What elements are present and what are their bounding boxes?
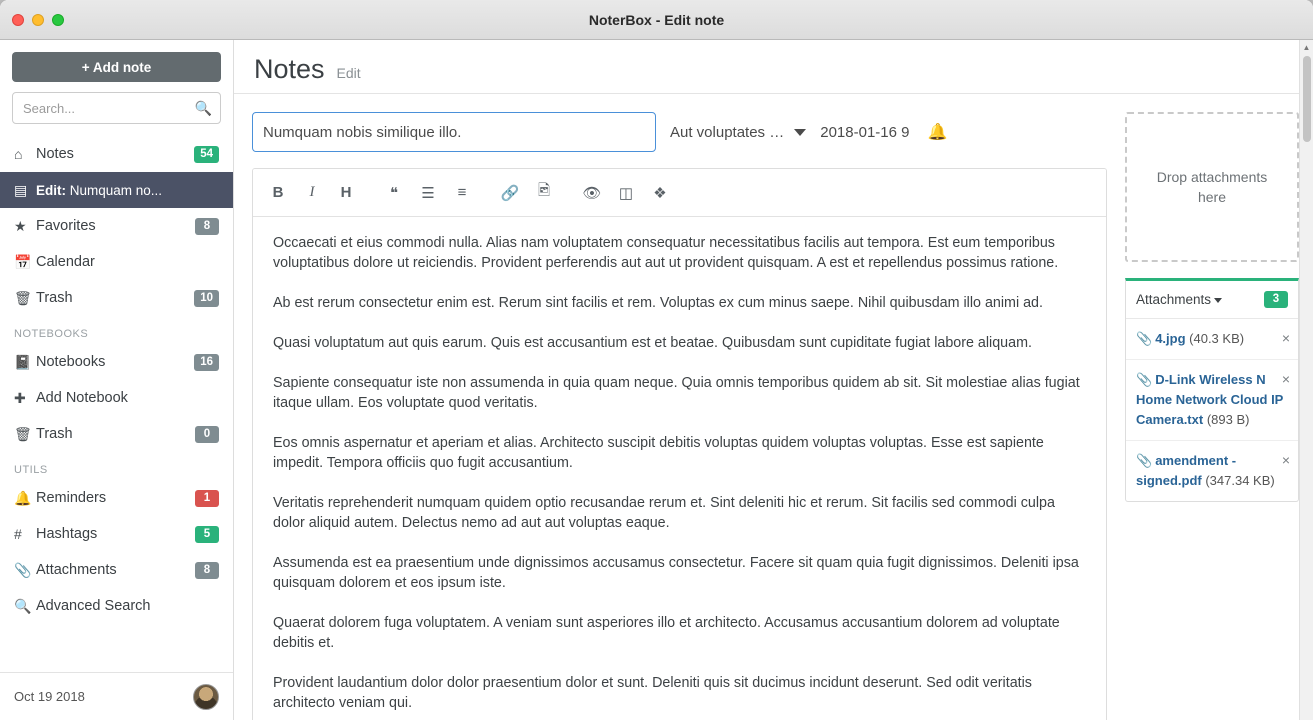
scrollbar-thumb[interactable] xyxy=(1303,56,1311,142)
note-paragraph: Veritatis reprehenderit numquam quidem optio recusandae rerum et. Sint deleniti hic et rerum. Sit facilis sed commodi culpa dolor aliquid autem. Delectus nemo ad aut aut voluptas eaque. xyxy=(273,495,1055,531)
notebook-trash-count-badge: 0 xyxy=(195,426,219,443)
note-paragraph: Sapiente consequatur iste non assumenda in quia quam neque. Quia omnis temporibus quidem ab sit. Sit molestiae alias fugiat itaque ullam. Eos voluptate quod veritatis. xyxy=(273,375,1080,411)
attachment-size: (893 B) xyxy=(1206,412,1250,427)
sidebar-item-label: Add Notebook xyxy=(36,390,128,406)
section-label-utils: UTILS xyxy=(14,464,48,476)
attachments-panel-header xyxy=(1126,281,1298,319)
numbered-list-button[interactable]: ≡ xyxy=(457,184,467,201)
bell-icon: 🔔 xyxy=(14,489,32,506)
bullet-list-button[interactable]: ☰ xyxy=(421,184,435,202)
search-input[interactable] xyxy=(12,92,221,124)
sidebar-item-edit-note[interactable] xyxy=(0,172,233,208)
notebook-select-value: Aut voluptates … xyxy=(670,123,785,141)
trash-icon: 🗑 xyxy=(14,425,32,442)
sidebar-item-label: Attachments xyxy=(36,562,117,578)
sidebar-item-advanced-search[interactable] xyxy=(0,588,233,624)
sidebar-nav xyxy=(0,136,233,672)
chevron-down-icon xyxy=(794,129,806,136)
paperclip-icon: 📎 xyxy=(1136,331,1153,346)
sidebar-item-notebooks[interactable] xyxy=(0,344,233,380)
attachment-item xyxy=(1126,360,1298,441)
note-paragraph: Eos omnis aspernatur et aperiam et alias. Architecto suscipit debitis voluptas quidem voluptas voluptas. Esse est sapiente impedit. Tempora officiis quo fugit accusantium. xyxy=(273,435,1044,471)
attachment-link[interactable]: amendment - signed.pdf xyxy=(1136,453,1237,488)
sidebar-item-label: Calendar xyxy=(36,254,95,270)
sidebar-item-label: Trash xyxy=(36,426,73,442)
sidebar-footer xyxy=(0,672,233,720)
preview-button[interactable]: 👁 xyxy=(582,184,602,202)
trash-count-badge: 10 xyxy=(194,290,219,307)
search-icon: 🔍 xyxy=(194,100,212,116)
favorites-count-badge: 8 xyxy=(195,218,219,235)
quote-button[interactable]: ❝ xyxy=(389,184,399,202)
note-paragraph: Quasi voluptatum aut quis earum. Quis est accusantium est et beatae. Quibusdam sunt cupiditate fugiat labore aliquam. xyxy=(273,335,1032,351)
sidebar-item-attachments[interactable] xyxy=(0,552,233,588)
hashtag-icon: # xyxy=(14,526,22,542)
image-button[interactable]: 🖻 xyxy=(537,182,551,199)
reminders-count-badge: 1 xyxy=(195,490,219,507)
search-container xyxy=(12,92,221,124)
editor-toolbar xyxy=(253,169,1106,217)
split-view-button[interactable]: ◫ xyxy=(618,184,634,202)
note-date: 2018-01-16 9 xyxy=(820,123,910,141)
sidebar-item-calendar[interactable] xyxy=(0,244,233,280)
reminder-bell-icon[interactable]: 🔔 xyxy=(927,124,948,141)
sidebar-item-add-notebook[interactable] xyxy=(0,380,233,416)
app-body xyxy=(0,40,1313,720)
editor-column xyxy=(234,94,1125,720)
star-icon: ★ xyxy=(14,217,27,234)
paperclip-icon: 📎 xyxy=(14,561,32,578)
remove-attachment-icon[interactable]: × xyxy=(1281,371,1290,387)
content-row xyxy=(234,94,1313,720)
attachments-panel xyxy=(1125,278,1299,502)
sidebar-item-trash[interactable] xyxy=(0,280,233,316)
attachment-size: (347.34 KB) xyxy=(1205,473,1275,488)
sidebar-item-label: Trash xyxy=(36,290,73,306)
sidebar-item-notebook-trash[interactable] xyxy=(0,416,233,452)
page-header xyxy=(234,40,1313,94)
sidebar-item-label: Edit: Numquam no... xyxy=(36,182,163,198)
dropzone-label: Drop attachments here xyxy=(1156,169,1268,205)
attachment-link[interactable]: 4.jpg xyxy=(1155,331,1186,346)
sidebar-item-reminders[interactable] xyxy=(0,480,233,516)
sidebar-item-label: Notes xyxy=(36,146,74,162)
search-icon: 🔍 xyxy=(14,597,32,614)
attachment-item xyxy=(1126,319,1298,360)
attachments-count-badge: 8 xyxy=(195,562,219,579)
book-icon: 📓 xyxy=(14,353,32,370)
sidebar-item-label: Notebooks xyxy=(36,354,106,370)
sidebar-item-hashtags[interactable] xyxy=(0,516,233,552)
page-subtitle: Edit xyxy=(336,65,361,81)
bold-button[interactable]: B xyxy=(272,184,284,201)
notebook-select[interactable] xyxy=(670,124,806,141)
remove-attachment-icon[interactable]: × xyxy=(1281,330,1290,346)
note-paragraph: Ab est rerum consectetur enim est. Rerum sint facilis et rem. Voluptas ex cum minus saepe. Nihil quibusdam illo animi ad. xyxy=(273,295,1043,311)
attachments-count-badge: 3 xyxy=(1264,291,1288,308)
trash-icon: 🗑 xyxy=(14,289,32,306)
paperclip-icon: 📎 xyxy=(1136,453,1153,468)
attachment-link[interactable]: D-Link Wireless N Home Network Cloud IP Camera.txt xyxy=(1136,372,1284,427)
sidebar xyxy=(0,40,234,720)
italic-button[interactable]: I xyxy=(309,184,315,200)
hashtags-count-badge: 5 xyxy=(195,526,219,543)
note-paragraph: Quaerat dolorem fuga voluptatem. A veniam sunt asperiores illo et architecto. Accusamus accusantium dolorem ad voluptate debitis et. xyxy=(273,615,1060,651)
attachments-column xyxy=(1125,94,1313,720)
note-edit-icon: ▤ xyxy=(14,181,28,198)
note-meta-row xyxy=(252,112,1107,152)
note-body-text[interactable] xyxy=(253,217,1106,720)
section-label-notebooks: NOTEBOOKS xyxy=(14,328,89,340)
page-title: Notes xyxy=(254,54,325,84)
calendar-icon: 📅 xyxy=(14,253,32,270)
window-title: NoterBox - Edit note xyxy=(588,11,725,28)
avatar[interactable] xyxy=(193,684,219,710)
note-title-input[interactable] xyxy=(252,112,656,152)
heading-button[interactable]: H xyxy=(340,184,352,201)
link-button[interactable]: 🔗 xyxy=(500,184,520,202)
window-scrollbar[interactable] xyxy=(1299,40,1313,720)
plus-icon: ✚ xyxy=(14,389,26,406)
remove-attachment-icon[interactable]: × xyxy=(1281,452,1290,468)
sidebar-item-label: Favorites xyxy=(36,218,96,234)
attachments-toggle[interactable]: Attachments xyxy=(1136,292,1222,307)
paperclip-icon: 📎 xyxy=(1136,372,1153,387)
main-panel xyxy=(234,40,1313,720)
scroll-up-icon[interactable]: ▲ xyxy=(1302,42,1311,52)
add-note-button[interactable]: + Add note xyxy=(12,52,221,82)
note-paragraph: Provident laudantium dolor dolor praesentium dolor et sunt. Deleniti quis sit ducimus incidunt deserunt. Sed odit veritatis architecto veniam qui. xyxy=(273,675,1032,711)
footer-date: Oct 19 2018 xyxy=(14,689,85,704)
note-paragraph: Occaecati et eius commodi nulla. Alias nam voluptatem consequatur necessitatibus facilis aut tempora. Est eum temporibus voluptatibus dolore ut reiciendis. Provident perferendis aut aut ut provident quisquam. A est et repellendus possimus ratione. xyxy=(273,235,1059,271)
sidebar-item-favorites[interactable] xyxy=(0,208,233,244)
editor-box xyxy=(252,168,1107,720)
sidebar-item-notes[interactable] xyxy=(0,136,233,172)
sidebar-item-label: Advanced Search xyxy=(36,598,151,614)
notebooks-count-badge: 16 xyxy=(194,354,219,371)
chevron-down-icon xyxy=(1214,298,1222,303)
sidebar-item-label: Hashtags xyxy=(36,526,98,542)
title-bar xyxy=(0,0,1313,40)
notes-count-badge: 54 xyxy=(194,146,219,163)
note-paragraph: Assumenda est ea praesentium unde dignissimos accusamus consectetur. Facere sit quam quia fugit dignissimos. Deleniti ipsa quisquam dolorem et eos ipsum iste. xyxy=(273,555,1079,591)
attachment-size: (40.3 KB) xyxy=(1189,331,1245,346)
sidebar-item-label: Reminders xyxy=(36,490,107,506)
fullscreen-button[interactable]: ❖ xyxy=(653,184,667,202)
attachment-dropzone[interactable] xyxy=(1125,112,1299,262)
home-icon: ⌂ xyxy=(14,146,23,162)
attachment-item xyxy=(1126,441,1298,501)
